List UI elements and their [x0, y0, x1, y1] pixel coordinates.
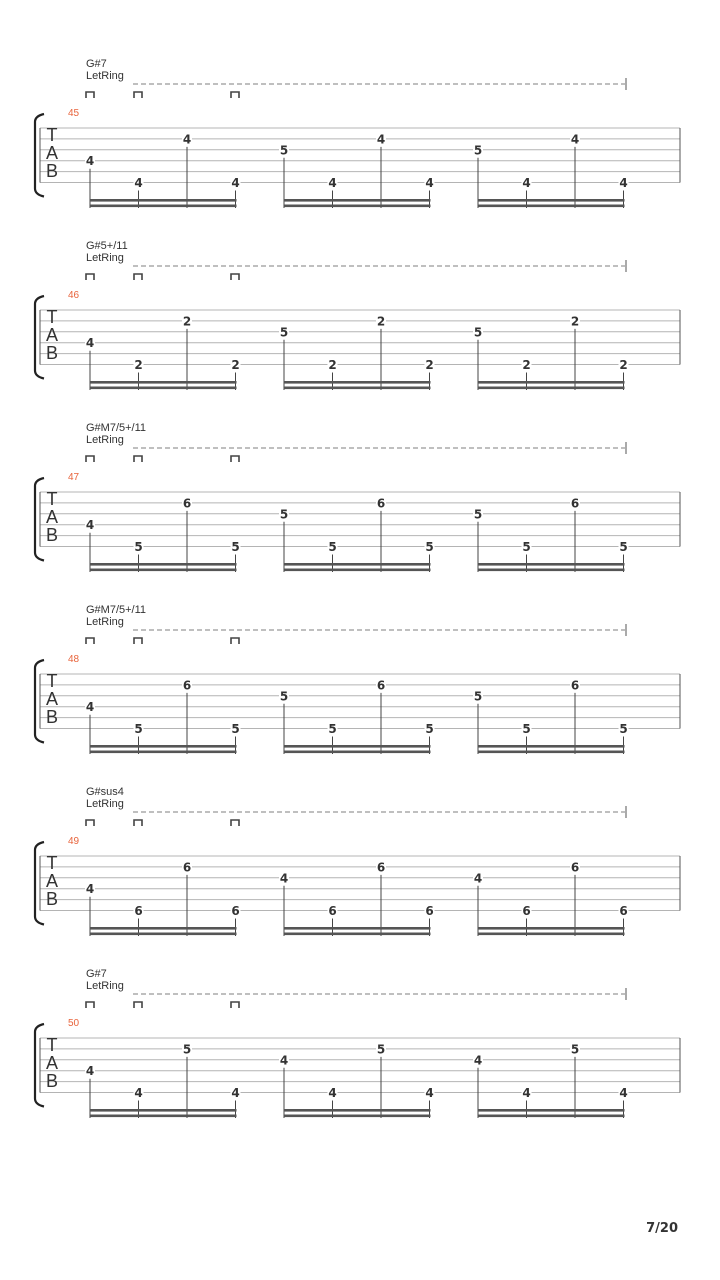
beam — [284, 387, 431, 390]
tab-clef-a: A — [45, 1053, 59, 1073]
fret-number: 5 — [473, 143, 483, 158]
fret-number: 2 — [182, 314, 192, 329]
beam — [478, 381, 625, 384]
fret-number: 4 — [85, 882, 95, 897]
fret-number: 5 — [328, 540, 337, 554]
downstroke-icon — [134, 456, 142, 462]
fret-number: 5 — [570, 1042, 580, 1057]
fret-number: 6 — [376, 860, 386, 875]
beam — [284, 563, 431, 566]
beam — [90, 933, 237, 936]
tab-clef-t: T — [46, 489, 58, 509]
downstroke-icon — [134, 820, 142, 826]
tab-clef-b: B — [45, 1071, 59, 1091]
fret-number: 4 — [473, 1053, 483, 1068]
beam — [478, 205, 625, 208]
beam — [478, 745, 625, 748]
fret-number: 4 — [85, 1064, 95, 1079]
fret-number: 4 — [85, 154, 95, 169]
fret-number: 4 — [85, 336, 95, 351]
beam — [90, 563, 237, 566]
beam — [90, 1109, 237, 1112]
tab-clef-t: T — [46, 125, 58, 145]
beam — [478, 563, 625, 566]
fret-number: 6 — [522, 904, 531, 918]
measure-number: 47 — [68, 472, 80, 483]
beam — [90, 751, 237, 754]
fret-number: 6 — [231, 904, 240, 918]
fret-number: 5 — [134, 540, 143, 554]
tab-clef-a: A — [45, 325, 59, 345]
tab-clef-b: B — [45, 707, 59, 727]
beam — [284, 933, 431, 936]
beam — [284, 205, 431, 208]
downstroke-icon — [86, 820, 94, 826]
fret-number: 4 — [279, 871, 289, 886]
downstroke-icon — [86, 638, 94, 644]
fret-number: 2 — [570, 314, 580, 329]
fret-number: 5 — [425, 722, 434, 736]
beam — [478, 927, 625, 930]
beam — [90, 381, 237, 384]
measure-number: 48 — [68, 654, 80, 665]
fret-number: 5 — [619, 722, 628, 736]
downstroke-icon — [86, 92, 94, 98]
downstroke-icon — [86, 1002, 94, 1008]
fret-number: 5 — [279, 507, 289, 522]
fret-number: 5 — [182, 1042, 192, 1057]
beam — [284, 751, 431, 754]
beam — [478, 569, 625, 572]
fret-number: 6 — [425, 904, 434, 918]
fret-number: 6 — [376, 678, 386, 693]
tab-clef-a: A — [45, 507, 59, 527]
beam — [284, 927, 431, 930]
beam — [284, 381, 431, 384]
let-ring-label: LetRing — [86, 980, 124, 992]
fret-number: 4 — [231, 1086, 240, 1100]
beam — [90, 199, 237, 202]
tab-clef-t: T — [46, 307, 58, 327]
beam — [90, 1115, 237, 1118]
fret-number: 4 — [522, 176, 531, 190]
fret-number: 4 — [279, 1053, 289, 1068]
fret-number: 2 — [522, 358, 531, 372]
beam — [284, 1109, 431, 1112]
fret-number: 5 — [522, 540, 531, 554]
fret-number: 6 — [182, 860, 192, 875]
fret-number: 2 — [376, 314, 386, 329]
fret-number: 6 — [182, 678, 192, 693]
beam — [90, 745, 237, 748]
downstroke-icon — [134, 638, 142, 644]
tab-clef-b: B — [45, 161, 59, 181]
fret-number: 6 — [328, 904, 337, 918]
downstroke-icon — [231, 1002, 239, 1008]
downstroke-icon — [231, 638, 239, 644]
fret-number: 4 — [328, 176, 337, 190]
let-ring-label: LetRing — [86, 252, 124, 264]
measure-number: 49 — [68, 836, 80, 847]
fret-number: 4 — [570, 132, 580, 147]
fret-number: 5 — [279, 143, 289, 158]
fret-number: 4 — [182, 132, 192, 147]
page-number: 7/20 — [646, 1221, 678, 1236]
beam — [284, 1115, 431, 1118]
fret-number: 5 — [231, 540, 240, 554]
fret-number: 5 — [473, 325, 483, 340]
downstroke-icon — [86, 456, 94, 462]
fret-number: 6 — [134, 904, 143, 918]
beam — [478, 933, 625, 936]
fret-number: 4 — [619, 1086, 628, 1100]
downstroke-icon — [134, 274, 142, 280]
downstroke-icon — [134, 1002, 142, 1008]
tab-clef-t: T — [46, 853, 58, 873]
fret-number: 4 — [85, 518, 95, 533]
measure-number: 50 — [68, 1018, 80, 1029]
fret-number: 4 — [473, 871, 483, 886]
tab-clef-t: T — [46, 1035, 58, 1055]
fret-number: 2 — [425, 358, 434, 372]
fret-number: 5 — [619, 540, 628, 554]
fret-number: 4 — [134, 1086, 143, 1100]
fret-number: 5 — [425, 540, 434, 554]
beam — [90, 205, 237, 208]
tab-clef-a: A — [45, 143, 59, 163]
fret-number: 5 — [328, 722, 337, 736]
fret-number: 5 — [473, 689, 483, 704]
downstroke-icon — [86, 274, 94, 280]
measure-number: 45 — [68, 108, 80, 119]
fret-number: 6 — [619, 904, 628, 918]
beam — [478, 199, 625, 202]
chord-name: G#M7/5+/11 — [86, 422, 147, 434]
fret-number: 5 — [279, 325, 289, 340]
beam — [90, 569, 237, 572]
tab-clef-b: B — [45, 889, 59, 909]
let-ring-label: LetRing — [86, 70, 124, 82]
fret-number: 5 — [134, 722, 143, 736]
beam — [478, 751, 625, 754]
fret-number: 4 — [522, 1086, 531, 1100]
beam — [478, 387, 625, 390]
fret-number: 5 — [473, 507, 483, 522]
beam — [284, 745, 431, 748]
fret-number: 4 — [376, 132, 386, 147]
fret-number: 6 — [376, 496, 386, 511]
beam — [90, 387, 237, 390]
downstroke-icon — [231, 92, 239, 98]
tab-clef-a: A — [45, 689, 59, 709]
fret-number: 4 — [134, 176, 143, 190]
chord-name: G#5+/11 — [86, 240, 128, 252]
let-ring-label: LetRing — [86, 798, 124, 810]
measure-number: 46 — [68, 290, 80, 301]
tab-clef-b: B — [45, 525, 59, 545]
downstroke-icon — [231, 456, 239, 462]
fret-number: 5 — [279, 689, 289, 704]
fret-number: 2 — [328, 358, 337, 372]
fret-number: 4 — [619, 176, 628, 190]
chord-name: G#M7/5+/11 — [86, 604, 147, 616]
beam — [478, 1109, 625, 1112]
downstroke-icon — [231, 820, 239, 826]
beam — [478, 1115, 625, 1118]
chord-name: G#7 — [86, 58, 107, 70]
tab-clef-t: T — [46, 671, 58, 691]
let-ring-label: LetRing — [86, 434, 124, 446]
fret-number: 5 — [231, 722, 240, 736]
fret-number: 6 — [182, 496, 192, 511]
fret-number: 6 — [570, 678, 580, 693]
fret-number: 5 — [376, 1042, 386, 1057]
tab-clef-b: B — [45, 343, 59, 363]
chord-name: G#7 — [86, 968, 107, 980]
chord-name: G#sus4 — [86, 786, 124, 798]
fret-number: 4 — [425, 1086, 434, 1100]
beam — [284, 569, 431, 572]
fret-number: 4 — [328, 1086, 337, 1100]
beam — [90, 927, 237, 930]
fret-number: 4 — [85, 700, 95, 715]
tab-clef-a: A — [45, 871, 59, 891]
fret-number: 5 — [522, 722, 531, 736]
fret-number: 2 — [134, 358, 143, 372]
downstroke-icon — [134, 92, 142, 98]
fret-number: 6 — [570, 860, 580, 875]
downstroke-icon — [231, 274, 239, 280]
let-ring-label: LetRing — [86, 616, 124, 628]
fret-number: 4 — [425, 176, 434, 190]
beam — [284, 199, 431, 202]
fret-number: 2 — [231, 358, 240, 372]
fret-number: 6 — [570, 496, 580, 511]
fret-number: 4 — [231, 176, 240, 190]
fret-number: 2 — [619, 358, 628, 372]
